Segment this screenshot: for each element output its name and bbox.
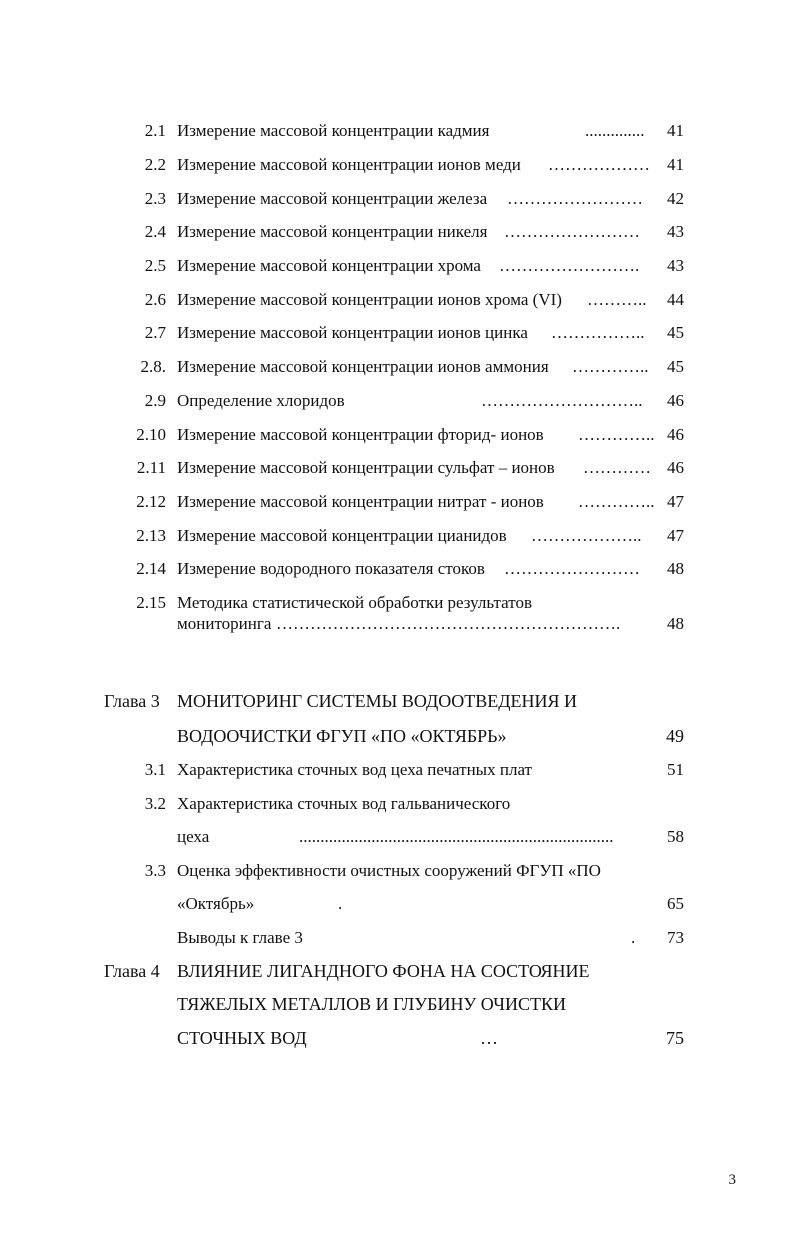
leader-dots: …………….. (551, 323, 645, 342)
section-title: Измерение массовой концентрации никеля (177, 222, 488, 241)
page-ref: 46 (667, 425, 684, 444)
section-title: Измерение массовой концентрации цианидов (177, 526, 507, 545)
section-number: 2.2 (144, 155, 166, 174)
section-title: Характеристика сточных вод гальванического (177, 794, 511, 813)
page-ref: 46 (667, 458, 684, 477)
leader-dots: .......................................................................... (299, 827, 614, 846)
chapter-title-line-1: МОНИТОРИНГ СИСТЕМЫ ВОДООТВЕДЕНИЯ И (177, 691, 578, 711)
section-title: Определение хлоридов (177, 391, 345, 410)
page-ref: 58 (667, 827, 684, 846)
section-title: Измерение массовой концентрации ионов аммония (177, 357, 549, 376)
leader-dots: .............. (585, 121, 645, 140)
section-title: Оценка эффективности очистных сооружений ФГУП «ПО (177, 861, 601, 880)
section-title: Измерение массовой концентрации нитрат - ионов (177, 492, 544, 511)
section-title: Характеристика сточных вод цеха печатных плат (177, 760, 532, 779)
leader-dots: ……….. (587, 290, 647, 309)
leader-dots: …………………… (504, 559, 640, 578)
section-title-continued: цеха (177, 827, 210, 846)
leader-dots: …………………… (504, 222, 640, 241)
page-ref: 41 (667, 121, 684, 140)
section-title: Измерение массовой концентрации ионов хрома (VI) (177, 290, 562, 309)
page-ref: 45 (667, 357, 684, 376)
chapter-title-line-3: СТОЧНЫХ ВОД (177, 1028, 307, 1048)
page-ref: 41 (667, 155, 684, 174)
leader-dots: ……………………. (499, 256, 640, 275)
page-ref: 45 (667, 323, 684, 342)
section-title: Измерение массовой концентрации ионов цинка (177, 323, 528, 342)
section-number: 2.7 (144, 323, 166, 342)
section-number: 2.14 (136, 559, 166, 578)
section-title: Измерение массовой концентрации фторид- ионов (177, 425, 544, 444)
leader-dots: ………….. (572, 357, 649, 376)
page-ref: 48 (667, 614, 684, 633)
chapter-title-line-2: ВОДООЧИСТКИ ФГУП «ПО «ОКТЯБРЬ» (177, 726, 507, 746)
section-number: 2.6 (144, 290, 166, 309)
section-number: 3.2 (144, 794, 166, 813)
page-ref: 47 (667, 492, 684, 511)
section-number: 2.8. (140, 357, 166, 376)
page-number: 3 (728, 1172, 736, 1188)
section-number: 2.15 (136, 593, 166, 612)
leader-dots: . (338, 894, 343, 913)
section-title-continued: «Октябрь» (177, 894, 255, 913)
leader-dots: …………………… (507, 189, 643, 208)
leader-dots: ……………………….. (481, 391, 643, 410)
section-number: 3.1 (144, 760, 166, 779)
section-title: Измерение массовой концентрации хрома (177, 256, 481, 275)
section-number: 2.4 (144, 222, 166, 241)
section-title-continued: мониторинга (177, 614, 272, 633)
chapter-label: Глава 3 (104, 691, 160, 711)
page-ref: 65 (667, 894, 684, 913)
page-ref: 43 (667, 222, 684, 241)
leader-dots: ………… (583, 458, 651, 477)
section-number: 3.3 (144, 861, 166, 880)
leader-dots: ………….. (578, 425, 655, 444)
leader-dots: . (631, 928, 636, 947)
leader-dots: ……………………………………………………. (276, 614, 621, 633)
page-ref: 44 (667, 290, 684, 309)
page-ref: 75 (666, 1028, 684, 1048)
page-ref: 73 (667, 928, 684, 947)
page-ref: 46 (667, 391, 684, 410)
leader-dots: ………….. (578, 492, 655, 511)
page-ref: 49 (666, 726, 684, 746)
section-number: 2.3 (144, 189, 166, 208)
section-number: 2.13 (136, 526, 166, 545)
section-number: 2.10 (136, 425, 166, 444)
section-number: 2.1 (144, 121, 166, 140)
section-title: Измерение водородного показателя стоков (177, 559, 485, 578)
section-title: Измерение массовой концентрации ионов меди (177, 155, 521, 174)
conclusions-title: Выводы к главе 3 (177, 928, 303, 947)
chapter-title-line-1: ВЛИЯНИЕ ЛИГАНДНОГО ФОНА НА СОСТОЯНИЕ (177, 961, 590, 981)
section-number: 2.9 (144, 391, 166, 410)
page-ref: 42 (667, 189, 684, 208)
page-ref: 43 (667, 256, 684, 275)
section-number: 2.5 (144, 256, 166, 275)
page-ref: 47 (667, 526, 684, 545)
chapter-title-line-2: ТЯЖЕЛЫХ МЕТАЛЛОВ И ГЛУБИНУ ОЧИСТКИ (177, 994, 566, 1014)
leader-dots: ……………… (548, 155, 650, 174)
section-number: 2.11 (136, 458, 166, 477)
leader-dots: ……………….. (531, 526, 642, 545)
page-ref: 48 (667, 559, 684, 578)
section-title: Измерение массовой концентрации кадмия (177, 121, 490, 140)
section-title: Методика статистической обработки результатов (177, 593, 532, 612)
chapter-label: Глава 4 (104, 961, 160, 981)
section-title: Измерение массовой концентрации железа (177, 189, 488, 208)
section-title: Измерение массовой концентрации сульфат – ионов (177, 458, 555, 477)
section-number: 2.12 (136, 492, 166, 511)
page-ref: 51 (667, 760, 684, 779)
leader-dots: … (480, 1028, 498, 1048)
